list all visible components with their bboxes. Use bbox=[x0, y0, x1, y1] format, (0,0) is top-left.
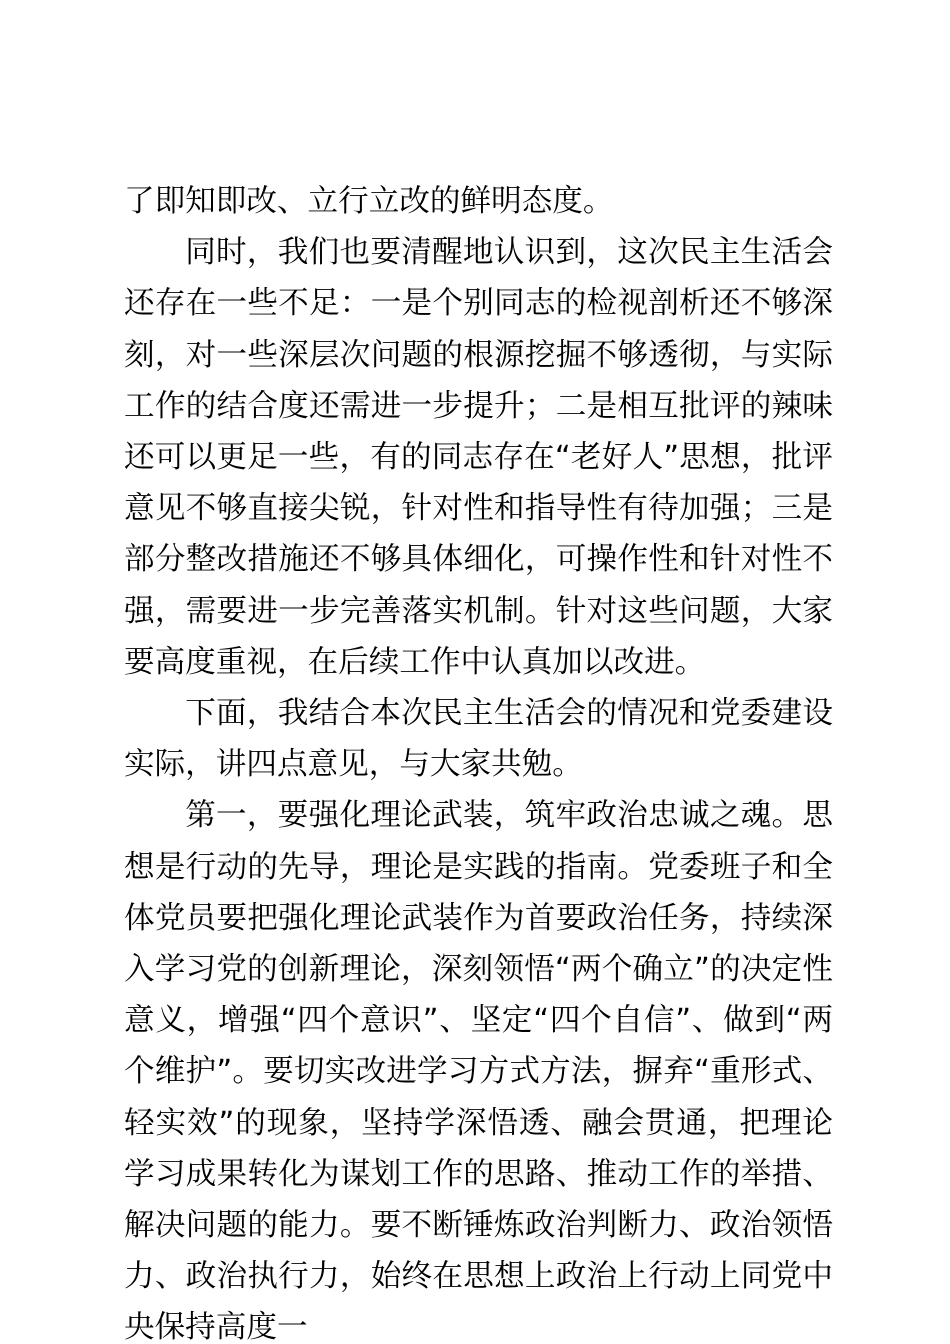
paragraph-transition: 下面，我结合本次民主生活会的情况和党委建设实际，讲四点意见，与大家共勉。 bbox=[124, 696, 833, 783]
document-body-text bbox=[124, 176, 833, 1344]
paragraph-point-one: 第一，要强化理论武装，筑牢政治忠诚之魂。思想是行动的先导，理论是实践的指南。党委班子和全体党员要把强化理论武装作为首要政治任务，持续深入学习党的创新理论，深刻领悟“两个确立”的决定性意义，增强“四个意识”、坚定“四个自信”、做到“两个维护”。要切实改进学习方式方法，摒弃“重形式、轻实效”的现象，坚持学深悟透、融会贯通，把理论学习成果转化为谋划工作的思路、推动工作的举措、解决问题的能力。要不断锤炼政治判断力、政治领悟力、政治执行力，始终在思想上政治上行动上同党中央保持高度一 bbox=[124, 798, 833, 1344]
paragraph-continuation: 了即知即改、立行立改的鲜明态度。 bbox=[124, 184, 614, 219]
paragraph-shortcomings: 同时，我们也要清醒地认识到，这次民主生活会还存在一些不足：一是个别同志的检视剖析还不够深刻，对一些深层次问题的根源挖掘不够透彻，与实际工作的结合度还需进一步提升；二是相互批评的辣味还可以更足一些，有的同志存在“老好人”思想，批评意见不够直接尖锐，针对性和指导性有待加强；三是部分整改措施还不够具体细化，可操作性和针对性不强，需要进一步完善落实机制。针对这些问题，大家要高度重视，在后续工作中认真加以改进。 bbox=[124, 235, 833, 680]
